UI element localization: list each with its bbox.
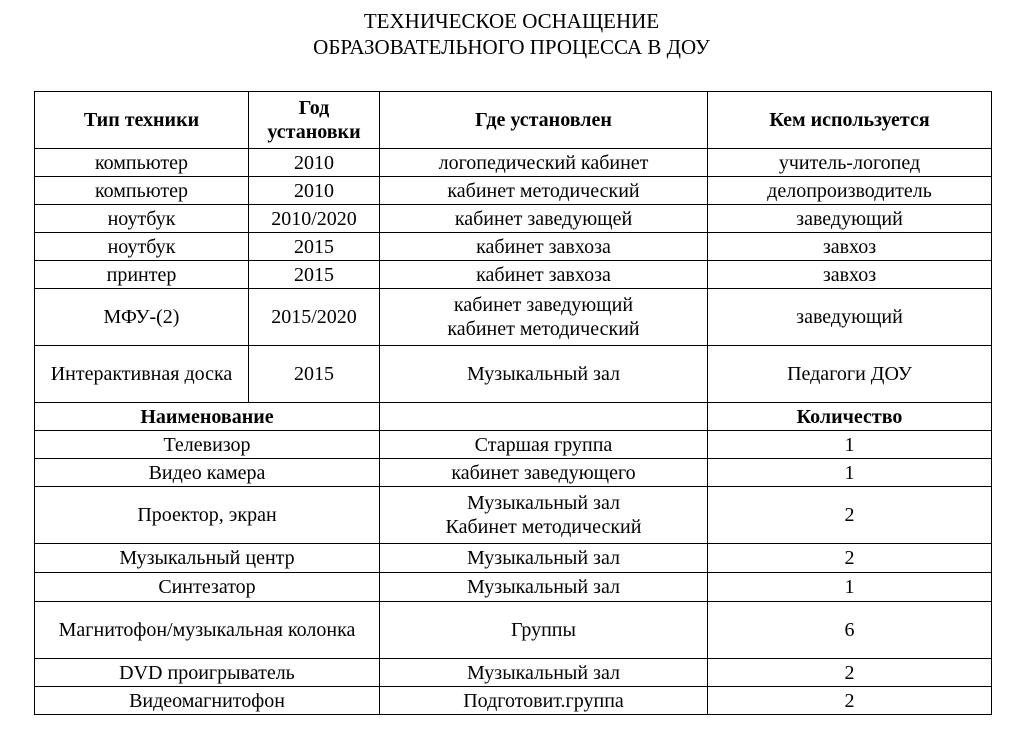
- cell-type: МФУ-(2): [35, 289, 249, 346]
- cell-user: Педагоги ДОУ: [708, 346, 992, 403]
- table-row: [35, 177, 992, 205]
- cell-name: Телевизор: [35, 431, 380, 459]
- cell-type: компьютер: [35, 149, 249, 177]
- table-row: [35, 544, 992, 573]
- cell-place: кабинет заведующий кабинет методический: [380, 289, 708, 346]
- cell-year: 2010: [249, 149, 380, 177]
- cell-place: Музыкальный зал: [380, 346, 708, 403]
- table-row: [35, 573, 992, 602]
- cell-qty: 1: [708, 459, 992, 487]
- cell-year: 2015: [249, 346, 380, 403]
- header-year: Год установки: [249, 92, 380, 149]
- cell-type: ноутбук: [35, 205, 249, 233]
- cell-place: Музыкальный зал: [380, 573, 708, 602]
- cell-place: Музыкальный зал: [380, 659, 708, 687]
- cell-year: 2015/2020: [249, 289, 380, 346]
- cell-name: Музыкальный центр: [35, 544, 380, 573]
- title-line-2: ОБРАЗОВАТЕЛЬНОГО ПРОЦЕССА В ДОУ: [313, 35, 710, 59]
- table-row: [35, 346, 992, 403]
- cell-user: завхоз: [708, 233, 992, 261]
- subheader-qty: Количество: [708, 403, 992, 431]
- cell-qty: 2: [708, 687, 992, 715]
- cell-user: делопроизводитель: [708, 177, 992, 205]
- table-row: [35, 149, 992, 177]
- cell-user: заведующий: [708, 289, 992, 346]
- cell-user: учитель-логопед: [708, 149, 992, 177]
- table-row: [35, 233, 992, 261]
- document-title: [0, 8, 1023, 60]
- cell-year: 2010/2020: [249, 205, 380, 233]
- cell-place: Подготовит.группа: [380, 687, 708, 715]
- cell-user: заведующий: [708, 205, 992, 233]
- subheader-place: [380, 403, 708, 431]
- cell-qty: 1: [708, 573, 992, 602]
- cell-place: Музыкальный зал Кабинет методический: [380, 487, 708, 544]
- subheader-name: Наименование: [35, 403, 380, 431]
- equipment-table: [34, 91, 992, 715]
- cell-qty: 2: [708, 659, 992, 687]
- cell-name: Видеомагнитофон: [35, 687, 380, 715]
- table-row: [35, 431, 992, 459]
- cell-place: Группы: [380, 602, 708, 659]
- cell-name: Синтезатор: [35, 573, 380, 602]
- header-user: Кем используется: [708, 92, 992, 149]
- cell-qty: 2: [708, 487, 992, 544]
- cell-year: 2015: [249, 233, 380, 261]
- cell-user: завхоз: [708, 261, 992, 289]
- cell-qty: 6: [708, 602, 992, 659]
- table-row: [35, 459, 992, 487]
- cell-place: кабинет методический: [380, 177, 708, 205]
- cell-place: кабинет завхоза: [380, 233, 708, 261]
- table-row: [35, 289, 992, 346]
- header-type: Тип техники: [35, 92, 249, 149]
- table-subheader-row: [35, 403, 992, 431]
- cell-name: Видео камера: [35, 459, 380, 487]
- table-row: [35, 261, 992, 289]
- cell-type: компьютер: [35, 177, 249, 205]
- table-header-row: [35, 92, 992, 149]
- table-row: [35, 602, 992, 659]
- cell-type: ноутбук: [35, 233, 249, 261]
- cell-place: кабинет заведующей: [380, 205, 708, 233]
- cell-year: 2015: [249, 261, 380, 289]
- cell-type: принтер: [35, 261, 249, 289]
- table-row: [35, 659, 992, 687]
- cell-place: Музыкальный зал: [380, 544, 708, 573]
- cell-name: Проектор, экран: [35, 487, 380, 544]
- title-line-1: ТЕХНИЧЕСКОЕ ОСНАЩЕНИЕ: [363, 9, 660, 33]
- cell-place: кабинет заведующего: [380, 459, 708, 487]
- cell-name: DVD проигрыватель: [35, 659, 380, 687]
- cell-qty: 1: [708, 431, 992, 459]
- header-place: Где установлен: [380, 92, 708, 149]
- cell-place: Старшая группа: [380, 431, 708, 459]
- table-row: [35, 487, 992, 544]
- cell-name: Магнитофон/музыкальная колонка: [35, 602, 380, 659]
- cell-qty: 2: [708, 544, 992, 573]
- table-row: [35, 687, 992, 715]
- table-row: [35, 205, 992, 233]
- cell-year: 2010: [249, 177, 380, 205]
- cell-type: Интерактивная доска: [35, 346, 249, 403]
- cell-place: кабинет завхоза: [380, 261, 708, 289]
- cell-place: логопедический кабинет: [380, 149, 708, 177]
